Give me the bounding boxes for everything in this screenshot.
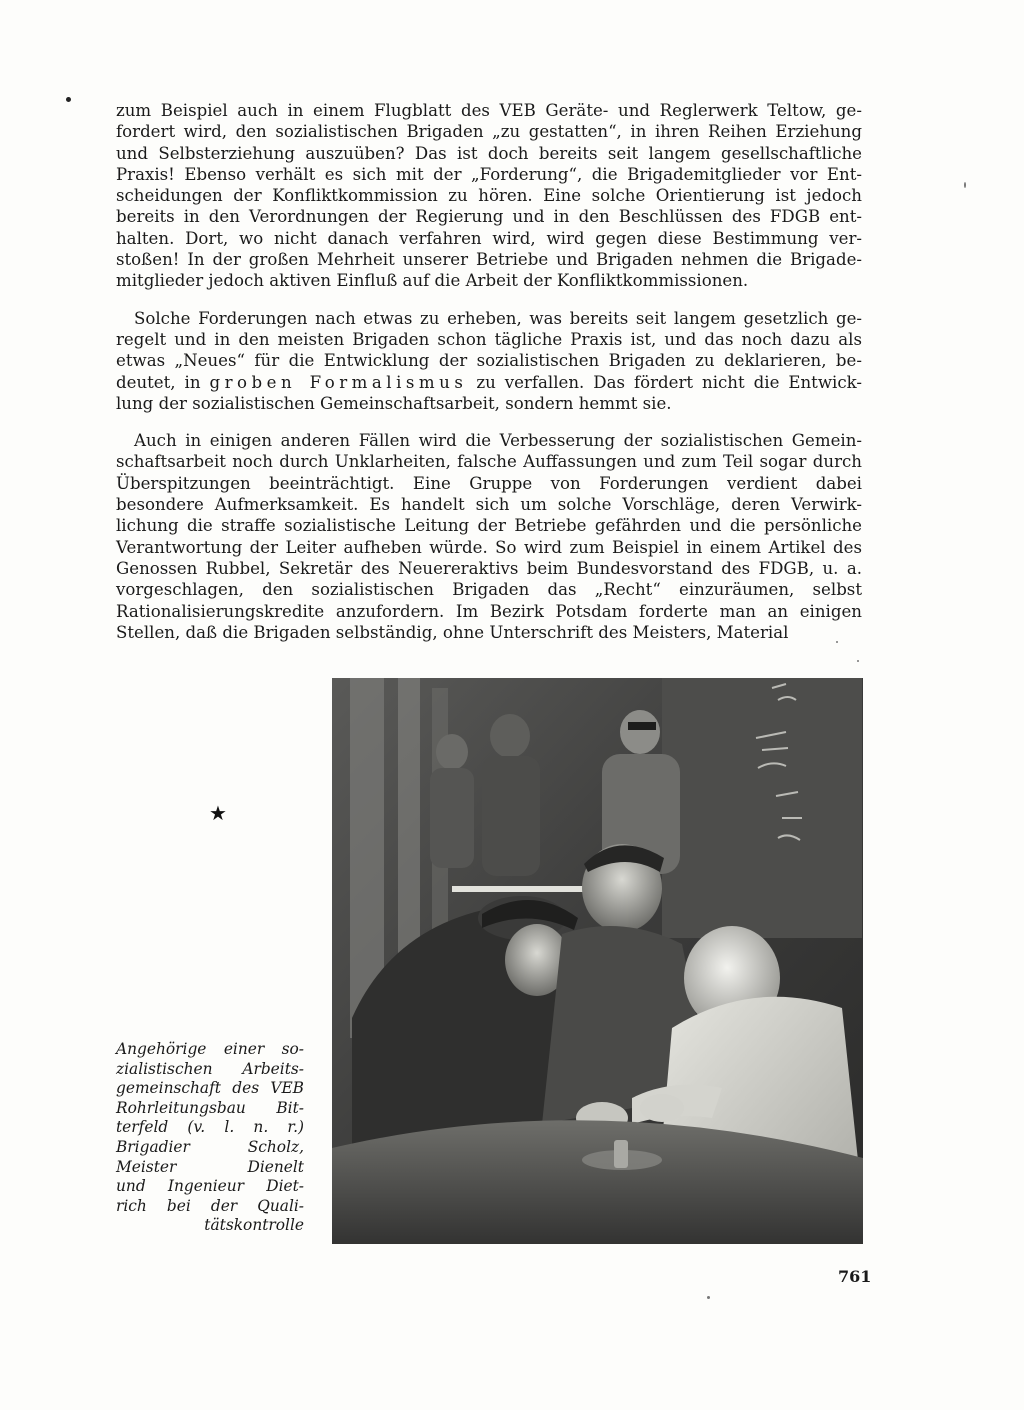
paragraph-line: deutet, in <box>116 372 210 392</box>
caption-line: und Ingenieur Diet- <box>116 1177 304 1196</box>
star-ornament-icon: ★ <box>209 801 227 825</box>
caption-line: Angehörige einer so- <box>116 1040 304 1058</box>
paragraph-line: scheidungen der Konfliktkommission zu hören. Eine solche Orientierung ist jedoch <box>116 186 862 206</box>
paragraph-1 <box>116 100 862 292</box>
paragraph-line: u. a. vorgeschlagen, den sozialistischen Brigaden das „Recht“ einzuräumen, selbst <box>116 558 862 600</box>
photo-caption <box>116 1040 304 1236</box>
caption-line: Brigadier Scholz, <box>116 1137 304 1156</box>
paragraph-2 <box>116 308 862 414</box>
caption-line: rich bei der Quali- <box>116 1196 304 1215</box>
paragraph-line: Rationalisierungskredite anzufordern. Im Bezirk Potsdam forderte man an einigen <box>116 601 862 621</box>
caption-line: gemeinschaft des VEB <box>116 1079 304 1098</box>
paragraph-line: und Selbsterziehung auszuüben? Das ist doch bereits seit langem gesellschaftliche <box>116 143 862 163</box>
paragraph-line: stoßen! In der großen Mehrheit unserer Betriebe und Brigaden nehmen die Brigade- <box>116 250 862 270</box>
paragraph-line: Auch in einigen anderen Fällen wird die Verbesserung der sozialistischen Gemein- <box>134 431 862 451</box>
caption-line: Rohrleitungsbau Bit- <box>116 1098 304 1117</box>
printing-speck <box>66 97 71 102</box>
page-number: 761 <box>838 1267 872 1286</box>
paragraph-3 <box>116 430 862 643</box>
paragraph-line: halten. Dort, wo nicht danach verfahren wird, wird gegen diese Bestimmung ver- <box>116 228 862 248</box>
caption-line: terfeld (v. l. n. r.) <box>116 1118 304 1137</box>
paragraph-line: regelt und in den meisten Brigaden schon tägliche Praxis ist, und das noch dazu als <box>116 329 862 349</box>
caption-line: tätskontrolle <box>204 1216 304 1235</box>
caption-line: Meister Dienelt <box>116 1157 304 1176</box>
emphasis-spaced-text: groben Formalismus <box>209 372 468 392</box>
paragraph-line: schaftsarbeit noch durch Unklarheiten, falsche Auffassungen und zum Teil sogar <box>116 452 807 472</box>
paragraph-line: bereits in den Verordnungen der Regierung und in den Beschlüssen des FDGB ent- <box>116 207 862 227</box>
paragraph-line: mitglieder jedoch aktiven Einfluß auf die Arbeit der Konfliktkommissionen. <box>116 271 749 291</box>
paragraph-line: lung der sozialistischen Gemeinschaftsarbeit, sondern hemmt sie. <box>116 393 672 413</box>
paragraph-line: durch Überspitzungen beeinträchtigt. Eine Gruppe von Forderungen verdient dabei <box>116 452 862 493</box>
paragraph-line: besondere Aufmerksamkeit. Es handelt sich um solche Vorschläge, deren Verwirk- <box>116 495 862 515</box>
paragraph-line: Solche Forderungen nach etwas zu erheben, was bereits seit langem gesetzlich ge- <box>134 308 862 328</box>
paragraph-line: lichung die straffe sozialistische Leitung der Betriebe gefährden und die persönliche <box>116 516 862 536</box>
paragraph-line: Praxis! Ebenso verhält es sich mit der „Forderung“, die Brigademitglieder vor Ent- <box>116 164 862 184</box>
body-text <box>116 100 862 659</box>
paragraph-line: etwas „Neues“ für die Entwicklung der sozialistischen Brigaden zu deklarieren, be- <box>116 351 862 371</box>
photograph-workers-quality-control <box>332 678 863 1244</box>
caption-line: zialistischen Arbeits- <box>116 1059 304 1078</box>
paragraph-line: zum Beispiel auch in einem Flugblatt des VEB Geräte- und Reglerwerk Teltow, ge- <box>116 101 862 120</box>
paragraph-line: fordert wird, den sozialistischen Brigaden „zu gestatten“, in ihren Reihen Erziehung <box>116 122 862 142</box>
paragraph-line: des Genossen Rubbel, Sekretär des Neuereraktivs beim Bundesvorstand des FDGB, <box>116 537 862 578</box>
paragraph-line: Stellen, daß die Brigaden selbständig, ohne Unterschrift des Meisters, Material <box>116 622 789 642</box>
photo-illustration <box>332 678 863 1244</box>
paragraph-line: Verantwortung der Leiter aufheben würde. So wird zum Beispiel in einem Artikel <box>116 537 826 557</box>
paragraph-line: zu verfallen. Das fördert nicht die Entwick- <box>467 372 862 392</box>
